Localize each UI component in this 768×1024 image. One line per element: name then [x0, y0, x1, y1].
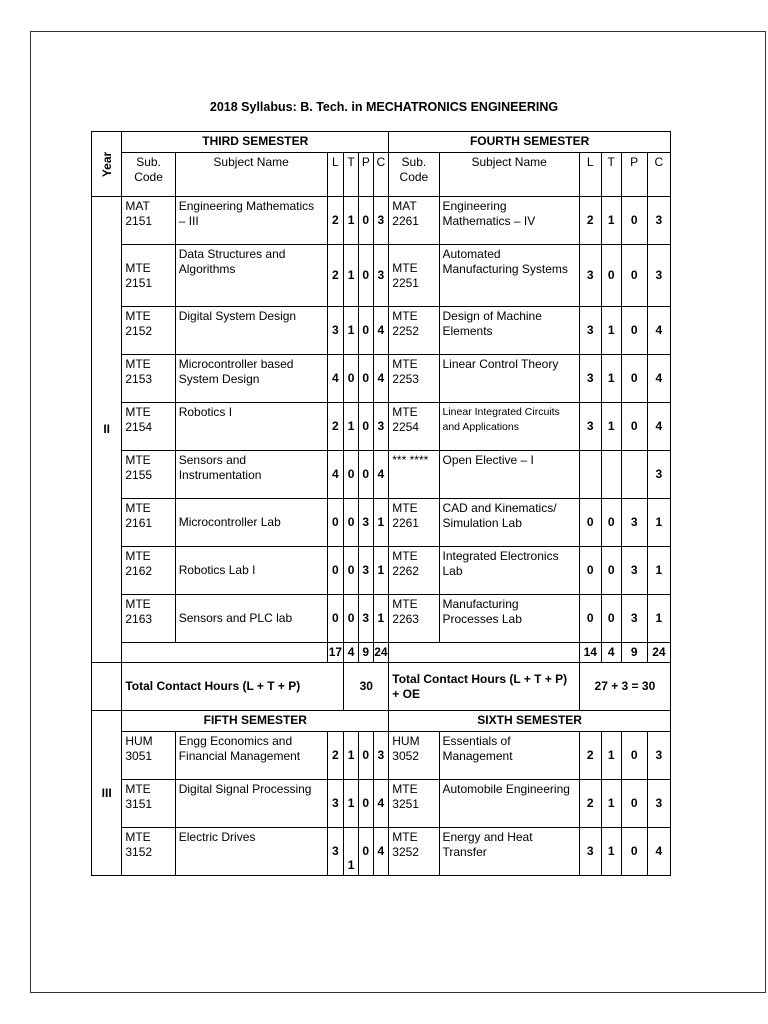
t-total: 4: [601, 643, 621, 663]
l-value: 4: [327, 355, 344, 403]
year-spacer: [92, 663, 122, 711]
year-header-label: Year: [100, 151, 115, 177]
t-value: 1: [601, 732, 621, 780]
table-row: [92, 403, 671, 451]
subject-code: MTE 3252: [389, 828, 439, 876]
l-value: 3: [579, 403, 601, 451]
c-header: C: [647, 153, 670, 197]
l-value: 0: [579, 499, 601, 547]
year-header: [92, 132, 122, 197]
l-value: 2: [327, 403, 344, 451]
contact-hours-row: [92, 663, 671, 711]
t-header: T: [344, 153, 359, 197]
subject-code: MAT 2151: [122, 197, 175, 245]
fourth-semester-header: FOURTH SEMESTER: [389, 132, 671, 153]
fifth-semester-header: FIFTH SEMESTER: [122, 711, 389, 732]
semester-header-row: [92, 132, 671, 153]
subject-code: MTE 2155: [122, 451, 175, 499]
subject-name: Microcontroller based System Design: [175, 355, 327, 403]
l-value: 3: [327, 307, 344, 355]
subject-name-header: Subject Name: [175, 153, 327, 197]
subject-name: Electric Drives: [175, 828, 327, 876]
p-value: 0: [358, 780, 373, 828]
l-value: 2: [327, 732, 344, 780]
subject-code: MTE 2152: [122, 307, 175, 355]
l-value: 3: [327, 780, 344, 828]
l-header: L: [327, 153, 344, 197]
t-value: 0: [601, 499, 621, 547]
subject-name: Manufacturing Processes Lab: [439, 595, 579, 643]
c-total: 24: [373, 643, 389, 663]
l-value: 4: [327, 451, 344, 499]
p-value: 0: [358, 451, 373, 499]
t-value: 0: [601, 595, 621, 643]
table-row: [92, 245, 671, 307]
subject-name: Automated Manufacturing Systems: [439, 245, 579, 307]
l-value: 3: [579, 828, 601, 876]
p-value: 3: [621, 595, 647, 643]
t-value: 1: [344, 403, 359, 451]
subject-code: MTE 2254: [389, 403, 439, 451]
table-row: [92, 595, 671, 643]
c-value: 4: [373, 355, 389, 403]
totals-spacer: [389, 643, 580, 663]
subject-name: Data Structures and Algorithms: [175, 245, 327, 307]
column-header-row: [92, 153, 671, 197]
l-value: 3: [579, 245, 601, 307]
subject-name-header: Subject Name: [439, 153, 579, 197]
subject-name: Sensors and PLC lab: [175, 595, 327, 643]
l-total: 17: [327, 643, 344, 663]
t-value: 1: [344, 245, 359, 307]
contact-hours-value: 27 + 3 = 30: [579, 663, 670, 711]
p-value: 0: [621, 307, 647, 355]
t-value: 1: [601, 307, 621, 355]
subject-name: Design of Machine Elements: [439, 307, 579, 355]
table-row: [92, 547, 671, 595]
c-value: 3: [647, 780, 670, 828]
p-value: 0: [621, 197, 647, 245]
table-row: [92, 732, 671, 780]
subject-name: Engineering Mathematics – III: [175, 197, 327, 245]
third-semester-header: THIRD SEMESTER: [122, 132, 389, 153]
c-value: 3: [373, 245, 389, 307]
subject-code: MTE 2163: [122, 595, 175, 643]
c-value: 4: [647, 355, 670, 403]
subject-code: MTE 2252: [389, 307, 439, 355]
p-header: P: [358, 153, 373, 197]
p-value: 0: [621, 245, 647, 307]
subject-code: MTE 2151: [122, 245, 175, 307]
t-value: 0: [344, 499, 359, 547]
contact-hours-value: 30: [344, 663, 389, 711]
c-value: 4: [647, 403, 670, 451]
l-value: [579, 451, 601, 499]
syllabus-table: [91, 131, 671, 876]
year-iii-label: III: [92, 711, 122, 876]
c-total: 24: [647, 643, 670, 663]
subject-name: Energy and Heat Transfer: [439, 828, 579, 876]
subject-code: HUM 3052: [389, 732, 439, 780]
l-value: 0: [579, 595, 601, 643]
l-value: 0: [327, 595, 344, 643]
sub-code-header: Sub. Code: [122, 153, 175, 197]
subject-code: HUM 3051: [122, 732, 175, 780]
p-total: 9: [358, 643, 373, 663]
p-value: 0: [621, 355, 647, 403]
c-value: 1: [647, 547, 670, 595]
c-value: 4: [647, 307, 670, 355]
subject-code: MAT 2261: [389, 197, 439, 245]
t-total: 4: [344, 643, 359, 663]
subject-name: Essentials of Management: [439, 732, 579, 780]
p-total: 9: [621, 643, 647, 663]
p-value: 3: [621, 499, 647, 547]
l-value: 2: [579, 197, 601, 245]
subject-code: MTE 2154: [122, 403, 175, 451]
year-ii-label: II: [92, 197, 122, 663]
l-value: 3: [579, 355, 601, 403]
p-value: 3: [358, 595, 373, 643]
c-value: 4: [373, 780, 389, 828]
p-header: P: [621, 153, 647, 197]
t-value: 0: [344, 355, 359, 403]
c-value: 4: [373, 828, 389, 876]
subject-name: Automobile Engineering: [439, 780, 579, 828]
subject-name: Linear Control Theory: [439, 355, 579, 403]
t-value: 1: [344, 828, 359, 876]
c-value: 1: [373, 547, 389, 595]
totals-row: [92, 643, 671, 663]
p-value: 0: [621, 403, 647, 451]
table-row: [92, 828, 671, 876]
c-value: 3: [373, 732, 389, 780]
table-row: [92, 780, 671, 828]
subject-code: MTE 2161: [122, 499, 175, 547]
c-value: 1: [373, 499, 389, 547]
l-value: 2: [327, 197, 344, 245]
t-value: 0: [344, 547, 359, 595]
p-value: 0: [621, 732, 647, 780]
subject-code: MTE 2253: [389, 355, 439, 403]
sixth-semester-header: SIXTH SEMESTER: [389, 711, 671, 732]
t-value: 1: [601, 355, 621, 403]
l-total: 14: [579, 643, 601, 663]
p-value: 0: [358, 307, 373, 355]
p-value: 3: [358, 499, 373, 547]
subject-code: MTE 3151: [122, 780, 175, 828]
subject-name: Digital Signal Processing: [175, 780, 327, 828]
t-value: 1: [344, 197, 359, 245]
l-value: 0: [327, 547, 344, 595]
subject-code: MTE 2153: [122, 355, 175, 403]
c-value: 3: [647, 245, 670, 307]
p-value: 0: [358, 732, 373, 780]
t-value: 1: [601, 403, 621, 451]
table-row: [92, 355, 671, 403]
p-value: 3: [358, 547, 373, 595]
subject-name: Engineering Mathematics – IV: [439, 197, 579, 245]
totals-spacer: [122, 643, 327, 663]
subject-name: Integrated Electronics Lab: [439, 547, 579, 595]
p-value: 0: [358, 403, 373, 451]
t-value: 0: [601, 245, 621, 307]
t-value: 1: [344, 732, 359, 780]
sub-code-header: Sub. Code: [389, 153, 439, 197]
t-value: 1: [601, 828, 621, 876]
subject-name: Digital System Design: [175, 307, 327, 355]
subject-name: Engg Economics and Financial Management: [175, 732, 327, 780]
subject-name: Microcontroller Lab: [175, 499, 327, 547]
p-value: 0: [621, 780, 647, 828]
c-value: 1: [647, 595, 670, 643]
p-value: 0: [358, 197, 373, 245]
subject-code: MTE 2263: [389, 595, 439, 643]
subject-code: MTE 2261: [389, 499, 439, 547]
subject-code: MTE 2162: [122, 547, 175, 595]
t-value: 0: [601, 547, 621, 595]
subject-name: Robotics Lab I: [175, 547, 327, 595]
table-row: [92, 451, 671, 499]
c-value: 3: [647, 451, 670, 499]
c-value: 4: [373, 451, 389, 499]
c-value: 1: [373, 595, 389, 643]
t-value: 1: [344, 780, 359, 828]
document-title: 2018 Syllabus: B. Tech. in MECHATRONICS ENGINEERING: [209, 100, 559, 114]
t-value: 1: [344, 307, 359, 355]
c-value: 3: [647, 732, 670, 780]
p-value: 0: [621, 828, 647, 876]
subject-name: Robotics I: [175, 403, 327, 451]
subject-code: MTE 2262: [389, 547, 439, 595]
subject-code: MTE 3251: [389, 780, 439, 828]
l-value: 3: [327, 828, 344, 876]
t-value: 1: [601, 197, 621, 245]
p-value: 0: [358, 828, 373, 876]
p-value: [621, 451, 647, 499]
l-value: 0: [327, 499, 344, 547]
t-value: 0: [344, 595, 359, 643]
p-value: 0: [358, 355, 373, 403]
p-value: 3: [621, 547, 647, 595]
c-value: 4: [647, 828, 670, 876]
t-value: 0: [344, 451, 359, 499]
semester-header-row: [92, 711, 671, 732]
c-value: 3: [647, 197, 670, 245]
c-value: 4: [373, 307, 389, 355]
subject-name: Open Elective – I: [439, 451, 579, 499]
l-value: 3: [579, 307, 601, 355]
l-value: 2: [579, 732, 601, 780]
l-header: L: [579, 153, 601, 197]
subject-name: Sensors and Instrumentation: [175, 451, 327, 499]
t-header: T: [601, 153, 621, 197]
t-value: [601, 451, 621, 499]
c-header: C: [373, 153, 389, 197]
contact-hours-label: Total Contact Hours (L + T + P): [122, 663, 344, 711]
subject-code: MTE 3152: [122, 828, 175, 876]
subject-code: *** ****: [389, 451, 439, 499]
p-value: 0: [358, 245, 373, 307]
l-value: 2: [327, 245, 344, 307]
t-value: 1: [601, 780, 621, 828]
l-value: 2: [579, 780, 601, 828]
l-value: 0: [579, 547, 601, 595]
table-row: [92, 197, 671, 245]
subject-code: MTE 2251: [389, 245, 439, 307]
c-value: 3: [373, 403, 389, 451]
c-value: 3: [373, 197, 389, 245]
c-value: 1: [647, 499, 670, 547]
subject-name: CAD and Kinematics/ Simulation Lab: [439, 499, 579, 547]
subject-name: Linear Integrated Circuits and Applications: [439, 403, 579, 451]
table-row: [92, 307, 671, 355]
contact-hours-label: Total Contact Hours (L + T + P) + OE: [389, 663, 580, 711]
table-row: [92, 499, 671, 547]
